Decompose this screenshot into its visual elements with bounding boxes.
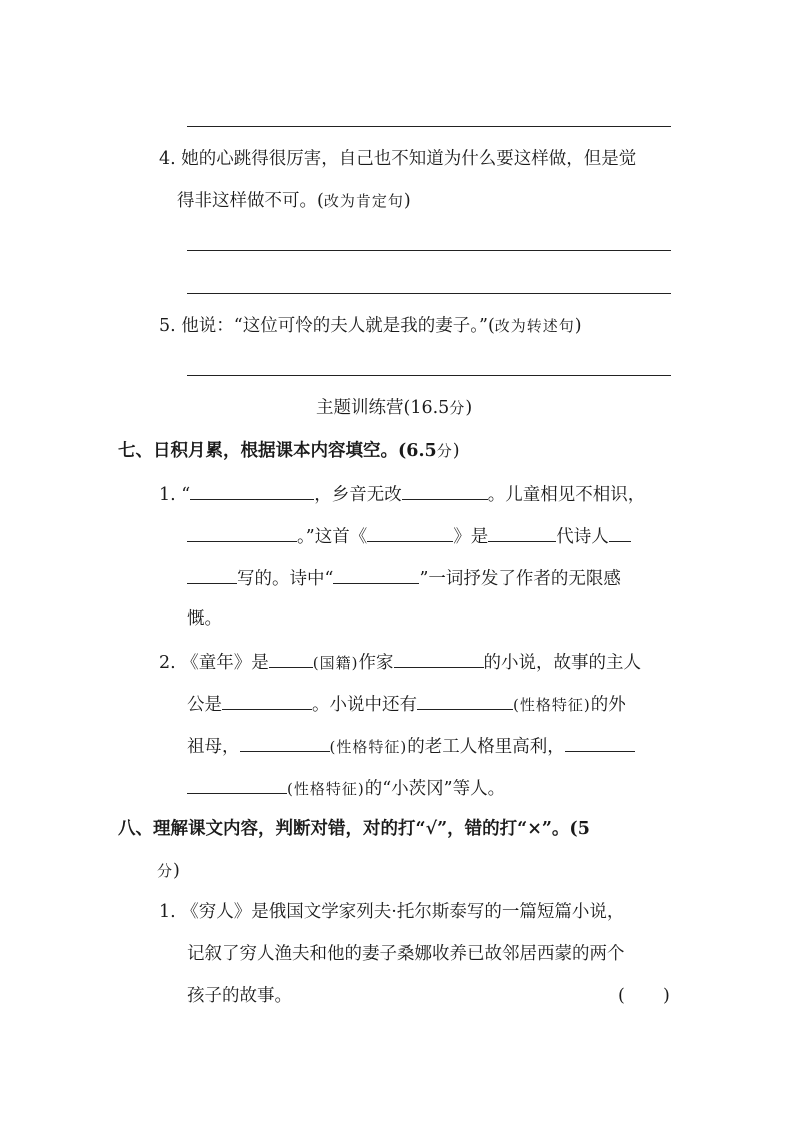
section-title: 主题训练营(16.5分) [316, 398, 473, 418]
q4-answer-line-1[interactable] [187, 250, 671, 251]
q5-hint: 改为转述句 [494, 317, 575, 335]
q4-number: 4. [159, 149, 176, 169]
blank[interactable] [187, 775, 287, 794]
q5-answer-line[interactable] [187, 375, 671, 376]
q5-number: 5. [159, 316, 176, 336]
s8-q1-number: 1. [159, 902, 176, 922]
q4-line2: 得非这样做不可。(改为肯定句) [177, 191, 411, 211]
s7-q1-line4: 慨。 [187, 609, 222, 629]
answer-box[interactable] [628, 982, 662, 1008]
s8-q1-line1: 1. 《穷人》是俄国文学家列夫·托尔斯泰写的一篇短篇小说， [159, 902, 625, 922]
q4-text-line2: 得非这样做不可。 [177, 191, 317, 211]
section-8-heading-cont: 分) [157, 861, 180, 881]
blank[interactable] [187, 565, 237, 584]
blank[interactable] [269, 649, 313, 668]
blank[interactable] [402, 481, 488, 500]
s8-q1-line3: 孩子的故事。 [187, 986, 292, 1006]
answer-line[interactable] [187, 126, 671, 127]
s7-q1-line2: 。”这首《 》是 代诗人 [187, 523, 631, 549]
answer-bracket-open: ( [618, 986, 625, 1006]
blank[interactable] [609, 523, 631, 542]
blank[interactable] [190, 481, 314, 500]
blank[interactable] [222, 691, 312, 710]
blank[interactable] [488, 523, 556, 542]
s7-q1-line1: 1. “ ，乡音无改 。儿童相见不相识， [159, 481, 645, 507]
answer-bracket-close: ) [663, 986, 670, 1006]
blank[interactable] [333, 565, 419, 584]
s8-q1-line2: 记叙了穷人渔夫和他的妻子桑娜收养已故邻居西蒙的两个 [187, 944, 625, 964]
s7-q1-number: 1. [159, 485, 176, 505]
section-8-heading: 八、理解课文内容，判断对错，对的打“√”，错的打“×”。(5 [118, 819, 590, 839]
q4-line1 [159, 147, 636, 171]
s7-q2-line2: 公是 。小说中还有 (性格特征)的外 [187, 691, 626, 717]
q4-answer-line-2[interactable] [187, 293, 671, 294]
q5-text: 他说：“这位可怜的夫人就是我的妻子。” [181, 316, 488, 336]
s7-q2-line4: (性格特征)的“小茨冈”等人。 [187, 775, 505, 801]
section-7-heading: 七、日积月累，根据课本内容填空。(6.5分) [118, 441, 460, 461]
s7-q2-line3: 祖母， (性格特征)的老工人格里高利， [187, 733, 635, 759]
s7-q2-line1: 2. 《童年》是 (国籍)作家 的小说，故事的主人 [159, 649, 641, 675]
s7-q1-line3: 写的。诗中“ ”一词抒发了作者的无限感 [187, 565, 621, 591]
q4-hint: 改为肯定句 [323, 192, 404, 210]
s7-q2-number: 2. [159, 653, 176, 673]
blank[interactable] [367, 523, 453, 542]
blank[interactable] [187, 523, 297, 542]
blank[interactable] [565, 733, 635, 752]
blank[interactable] [240, 733, 330, 752]
q5-line: 5. 他说：“这位可怜的夫人就是我的妻子。”(改为转述句) [159, 316, 582, 336]
q4-text-line1: 她的心跳得很厉害，自己也不知道为什么要这样做，但是觉 [181, 149, 637, 169]
blank[interactable] [394, 649, 484, 668]
blank[interactable] [417, 691, 513, 710]
